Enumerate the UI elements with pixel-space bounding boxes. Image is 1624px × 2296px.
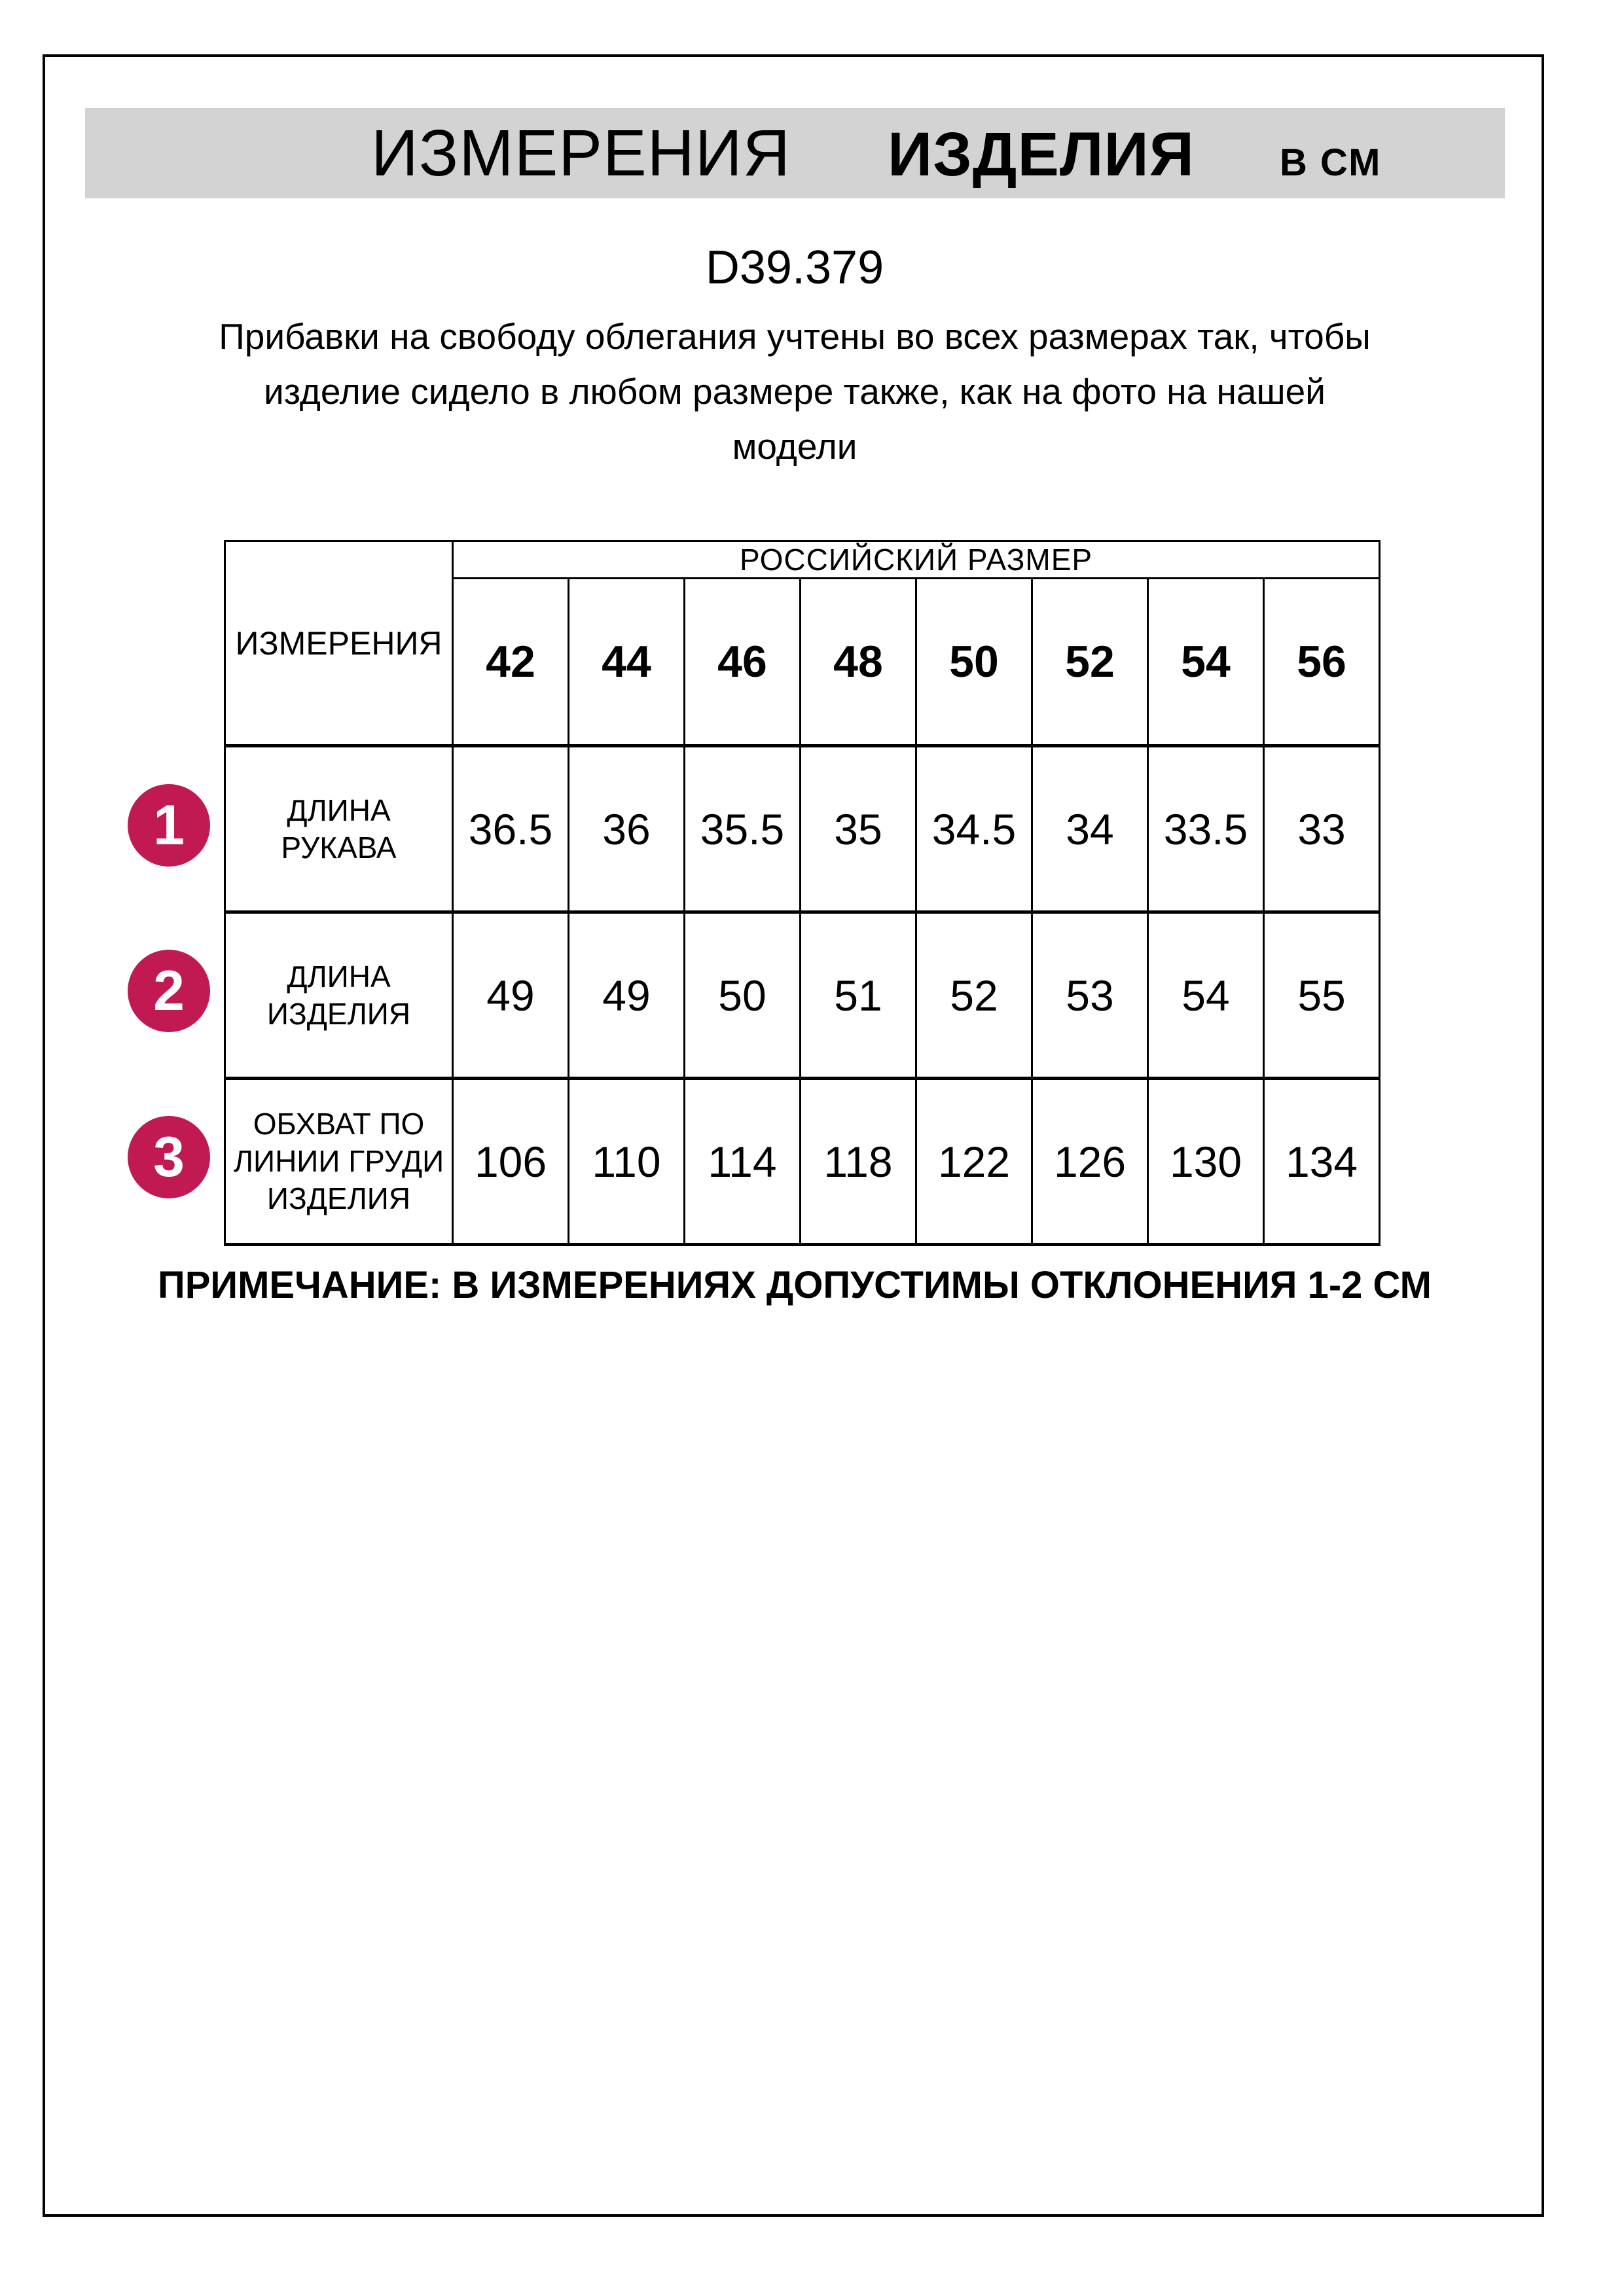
- value-cell: 34: [1032, 746, 1148, 912]
- size-group-header-cell: РОССИЙСКИЙ РАЗМЕР: [453, 541, 1380, 579]
- description-line: изделие сидело в любом размере также, как на фото на нашей: [264, 371, 1326, 412]
- value-cell: 114: [685, 1079, 801, 1245]
- description-line: Прибавки на свободу облегания учтены во всех размерах так, чтобы: [219, 316, 1371, 357]
- title-product-label: ИЗДЕЛИЯ: [887, 119, 1195, 189]
- value-cell: 49: [569, 912, 685, 1079]
- description-line: модели: [732, 426, 857, 467]
- value-cell: 106: [453, 1079, 569, 1245]
- size-header-cell: 52: [1032, 579, 1148, 746]
- size-header-cell: 44: [569, 579, 685, 746]
- title-band: [85, 108, 1505, 198]
- row-label-line: ЛИНИИ ГРУДИ: [233, 1144, 444, 1178]
- size-table: [224, 540, 1380, 1246]
- value-cell: 134: [1264, 1079, 1380, 1245]
- measurement-row-chest-girth: [225, 1079, 1380, 1245]
- row-label-line: ОБХВАТ ПО: [253, 1107, 425, 1141]
- value-cell: 52: [916, 912, 1032, 1079]
- row-number-badge: [128, 1116, 210, 1198]
- row-label-line: ИЗДЕЛИЯ: [266, 1181, 411, 1215]
- value-cell: 55: [1264, 912, 1380, 1079]
- row-number-label: 3: [153, 1125, 185, 1189]
- value-cell: 49: [453, 912, 569, 1079]
- size-header-cell: 56: [1264, 579, 1380, 746]
- row-number-badge: [128, 784, 210, 867]
- value-cell: 36.5: [453, 746, 569, 912]
- size-header-cell: 54: [1148, 579, 1264, 746]
- model-code: D39.379: [705, 242, 884, 294]
- row-label-line: ИЗДЕЛИЯ: [266, 996, 411, 1031]
- value-cell: 118: [801, 1079, 916, 1245]
- row-label-line: ДЛИНА РУКАВА: [281, 793, 397, 865]
- value-cell: 36: [569, 746, 685, 912]
- size-header-cell: 42: [453, 579, 569, 746]
- row-label-line: ДЛИНА: [287, 959, 391, 994]
- value-cell: 126: [1032, 1079, 1148, 1245]
- value-cell: 51: [801, 912, 916, 1079]
- size-group-header-row: [225, 541, 1380, 579]
- value-cell: 33.5: [1148, 746, 1264, 912]
- value-cell: 33: [1264, 746, 1380, 912]
- size-header-cell: 48: [801, 579, 916, 746]
- value-cell: 35.5: [685, 746, 801, 912]
- value-cell: 54: [1148, 912, 1264, 1079]
- tolerance-note: ПРИМЕЧАНИЕ: В ИЗМЕРЕНИЯХ ДОПУСТИМЫ ОТКЛОНЕНИЯ 1-2 СМ: [158, 1264, 1432, 1306]
- row-label-cell: [225, 912, 453, 1079]
- value-cell: 53: [1032, 912, 1148, 1079]
- measurement-row-garment-length: [225, 912, 1380, 1079]
- value-cell: 110: [569, 1079, 685, 1245]
- row-number-badge: [128, 950, 210, 1032]
- value-cell: 122: [916, 1079, 1032, 1245]
- value-cell: 34.5: [916, 746, 1032, 912]
- measurement-row-sleeve-length: [225, 746, 1380, 912]
- page-title: [371, 116, 1381, 191]
- size-header-cell: 46: [685, 579, 801, 746]
- value-cell: 35: [801, 746, 916, 912]
- title-unit-label: В СМ: [1280, 141, 1382, 184]
- corner-header-cell: ИЗМЕРЕНИЯ: [225, 541, 453, 746]
- title-measurements-label: ИЗМЕРЕНИЯ: [371, 116, 791, 190]
- size-header-cell: 50: [916, 579, 1032, 746]
- value-cell: 130: [1148, 1079, 1264, 1245]
- value-cell: 50: [685, 912, 801, 1079]
- row-label-cell: [225, 746, 453, 912]
- row-number-label: 1: [153, 793, 185, 857]
- fit-description: [43, 309, 1547, 474]
- row-label-cell: [225, 1079, 453, 1245]
- row-number-label: 2: [153, 959, 185, 1022]
